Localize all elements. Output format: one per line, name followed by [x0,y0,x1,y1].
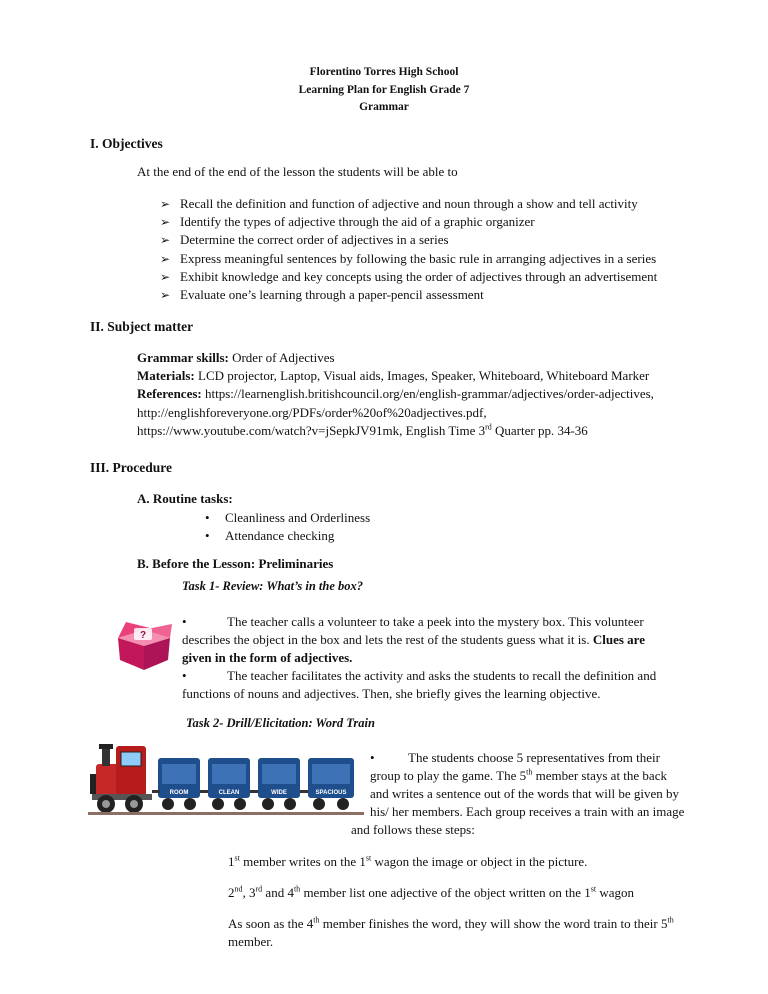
arrow-bullet-icon: ➢ [160,197,171,211]
routine-heading: A. Routine tasks: [137,491,233,506]
materials-line: Materials: LCD projector, Laptop, Visual aids, Images, Speaker, Whiteboard, Whiteboard Marker [137,368,650,383]
svg-text:WIDE: WIDE [271,790,287,796]
wagon-room [158,758,200,810]
procedure-heading: III. Procedure [90,460,172,475]
mystery-box-icon [114,618,176,672]
task1-p2-line2: functions of nouns and adjectives. Then, she briefly gives the learning objective. [182,686,601,701]
question-mark: ? [139,630,147,641]
grammar-skills-line: Grammar skills: Order of Adjectives [137,350,335,365]
svg-text:ROOM: ROOM [169,790,189,796]
arrow-bullet-icon: ➢ [160,270,171,284]
wagon-spacious [308,758,354,810]
task1-p1-line3: given in the form of adjectives. [182,650,353,665]
task1-p2-line1: • The teacher facilitates the activity and asks the students to recall the definition and [182,668,657,683]
objective-item: ➢ Evaluate one’s learning through a paper-pencil assessment [160,287,484,302]
task2-p-line1: • The students choose 5 representatives from their [370,750,660,765]
objectives-heading: I. Objectives [90,136,163,151]
arrow-bullet-icon: ➢ [160,215,171,229]
step-2: 2nd, 3rd and 4th member list one adjective of the object written on the 1st wagon [228,884,635,900]
before-lesson-heading: B. Before the Lesson: Preliminaries [137,556,334,571]
school-name: Florentino Torres High School [309,66,459,78]
arrow-bullet-icon: ➢ [160,288,171,302]
task1-p1-line1: • The teacher calls a volunteer to take a peek into the mystery box. This volunteer [182,614,644,629]
svg-text:SPACIOUS: SPACIOUS [315,790,347,796]
objective-item: ➢ Determine the correct order of adjectives in a series [160,232,449,247]
task2-title: Task 2- Drill/Elicitation: Word Train [186,716,375,730]
subject-matter-heading: II. Subject matter [90,319,194,334]
task2-p-line2: group to play the game. The 5th member stays at the back [370,767,667,783]
references-line: References: https://learnenglish.britishcouncil.org/en/english-grammar/adjectives/order-adjectives, [137,386,654,401]
references-line-2: http://englishforeveryone.org/PDFs/order%20of%20adjectives.pdf, [137,405,487,420]
references-line-3: https://www.youtube.com/watch?v=jSepkJV91mk, English Time 3rd Quarter pp. 34-36 [137,422,588,438]
dot-bullet-icon: • [370,750,375,765]
step-1: 1st member writes on the 1st wagon the image or object in the picture. [228,853,588,869]
dot-bullet-icon: • [205,528,210,543]
wagon-wide [258,758,300,810]
arrow-bullet-icon: ➢ [160,233,171,247]
word-train-icon [88,740,364,820]
dot-bullet-icon: • [182,614,187,629]
objective-item: ➢ Exhibit knowledge and key concepts using the order of adjectives through an advertisement [160,269,658,284]
routine-item: • Attendance checking [205,528,335,543]
task2-p-line4: his/ her members. Each group receives a train with an image [370,804,685,819]
task1-p1-line2: describes the object in the box and lets the rest of the students guess what it is. Clues are [182,632,645,647]
routine-item: • Cleanliness and Orderliness [205,510,371,525]
dot-bullet-icon: • [205,510,210,525]
svg-text:CLEAN: CLEAN [218,790,240,796]
task2-p-line3: and writes a sentence out of the words that will be given by [370,786,680,801]
objective-item: ➢ Recall the definition and function of adjective and noun through a show and tell activity [160,196,638,211]
dot-bullet-icon: • [182,668,187,683]
arrow-bullet-icon: ➢ [160,252,171,266]
wagon-clean [208,758,250,810]
objective-item: ➢ Express meaningful sentences by following the basic rule in arranging adjectives in a series [160,251,657,266]
objective-item: ➢ Identify the types of adjective through the aid of a graphic organizer [160,214,535,229]
subject-title: Grammar [359,101,409,113]
task2-p-line5: and follows these steps: [351,822,475,837]
task1-title: Task 1- Review: What’s in the box? [182,579,364,593]
step-3: As soon as the 4th member finishes the word, they will show the word train to their 5th member. [228,915,674,949]
objectives-intro: At the end of the end of the lesson the students will be able to [137,164,458,179]
plan-title: Learning Plan for English Grade 7 [298,84,470,96]
